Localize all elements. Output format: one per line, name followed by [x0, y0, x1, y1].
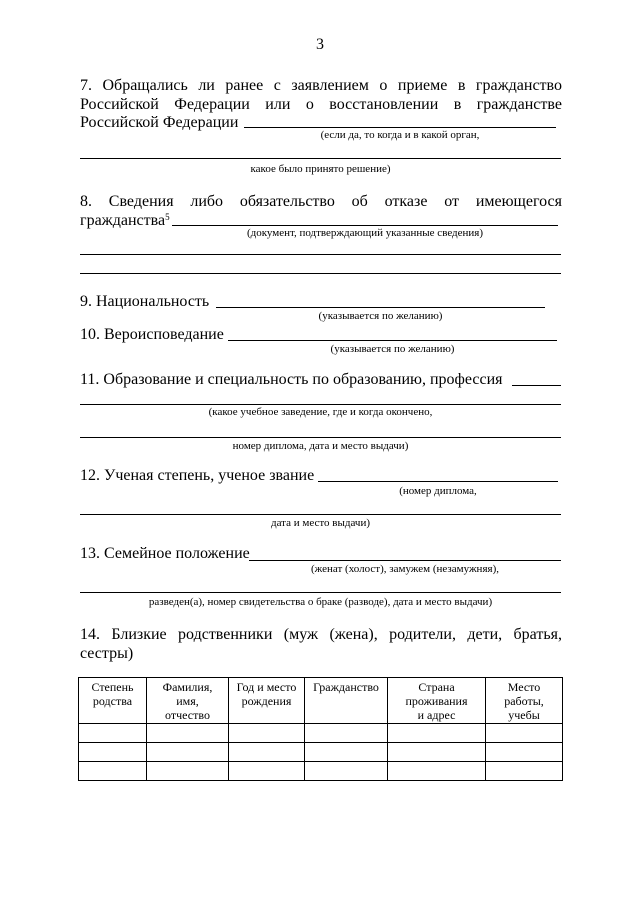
q7-word: Российской — [80, 96, 159, 113]
q8-answer-line-3[interactable] — [80, 273, 561, 274]
table-header-text: проживания — [405, 694, 468, 708]
q10-hint: (указывается по желанию) — [330, 343, 455, 355]
q7-word: Федерации — [174, 96, 250, 113]
relatives-table — [78, 677, 563, 781]
q8-answer-line-2[interactable] — [80, 254, 561, 255]
q13-answer-line-2[interactable] — [80, 592, 561, 593]
q8-answer-line-1[interactable] — [172, 225, 558, 226]
q7-word: 7. — [80, 77, 92, 94]
table-row — [79, 762, 563, 781]
table-cell[interactable] — [147, 724, 229, 743]
table-cell[interactable] — [305, 743, 388, 762]
table-cell[interactable] — [388, 743, 486, 762]
table-header-text: рождения — [241, 694, 292, 708]
q8-line1 — [80, 192, 562, 212]
footnote-mark: 5 — [165, 212, 170, 222]
page-number: 3 — [316, 36, 324, 53]
q14-word: Близкие — [111, 626, 167, 643]
table-header-text: Год и место — [236, 680, 297, 694]
table-cell[interactable] — [305, 724, 388, 743]
q8-word: либо — [190, 193, 224, 210]
q7-hint2: какое было принято решение) — [250, 163, 391, 175]
q12-hint1: (номер диплома, — [399, 485, 477, 497]
table-header-text: работы, — [504, 694, 544, 708]
q14-word: дети, — [467, 626, 503, 643]
q14-line1 — [80, 625, 562, 645]
q7-word: ранее — [225, 77, 264, 94]
q12-answer-line-2[interactable] — [80, 514, 561, 515]
q7-word: восстановлении — [329, 96, 439, 113]
q8-word: об — [351, 193, 368, 210]
table-cell[interactable] — [486, 724, 563, 743]
q7-word: гражданстве — [476, 96, 562, 113]
q8-word: имеющегося — [475, 193, 562, 210]
q7-word: в — [457, 77, 466, 94]
q7-word: приеме — [397, 77, 448, 94]
q10-label: 10. Вероисповедание — [80, 326, 224, 343]
table-header-text: и адрес — [417, 708, 456, 722]
q7-line3: Российской Федерации — [80, 114, 239, 131]
table-cell[interactable] — [147, 743, 229, 762]
q11-answer-line-3[interactable] — [80, 437, 561, 438]
q7-answer-line-1[interactable] — [244, 127, 556, 128]
q7-word: о — [379, 77, 388, 94]
table-header-text: родства — [92, 694, 133, 708]
table-cell[interactable] — [79, 762, 147, 781]
q9-label: 9. Национальность — [80, 293, 210, 310]
q9-hint: (указывается по желанию) — [318, 310, 443, 322]
q7-word: заявлением — [291, 77, 369, 94]
q14-line2: сестры) — [80, 645, 134, 662]
q13-hint1: (женат (холост), замужем (незамужняя), — [311, 563, 499, 575]
q8-word: Сведения — [108, 193, 174, 210]
q9-answer-line[interactable] — [216, 307, 545, 308]
q7-line1 — [80, 76, 562, 96]
table-header-cell — [388, 678, 486, 724]
q7-word: Обращались — [102, 77, 188, 94]
table-cell[interactable] — [229, 724, 305, 743]
q8-label: гражданства — [80, 212, 166, 229]
table-header-text: Фамилия, — [162, 680, 213, 694]
q13-answer-line-1[interactable] — [249, 560, 561, 561]
table-cell[interactable] — [388, 724, 486, 743]
q11-hint1: (какое учебное заведение, где и когда окончено, — [208, 406, 433, 418]
table-cell[interactable] — [147, 762, 229, 781]
table-header-cell — [79, 678, 147, 724]
q8-word: 8. — [80, 193, 92, 210]
q7-word: с — [273, 77, 281, 94]
q12-label: 12. Ученая степень, ученое звание — [80, 467, 315, 484]
table-header-text: Место — [507, 680, 541, 694]
table-row — [79, 724, 563, 743]
table-body[interactable] — [79, 724, 563, 781]
q7-word: гражданство — [475, 77, 562, 94]
q7-word: в — [453, 96, 462, 113]
table-header-row — [79, 678, 563, 724]
q14-word: братья, — [513, 626, 562, 643]
table-cell[interactable] — [486, 743, 563, 762]
table-cell[interactable] — [229, 743, 305, 762]
table-cell[interactable] — [486, 762, 563, 781]
q7-word: о — [305, 96, 314, 113]
table-cell[interactable] — [229, 762, 305, 781]
q7-word: ли — [198, 77, 215, 94]
table-cell[interactable] — [305, 762, 388, 781]
table-header-text: Степень — [91, 680, 134, 694]
table-header-text: Страна — [418, 680, 455, 694]
table-cell[interactable] — [79, 743, 147, 762]
q8-line2 — [80, 211, 170, 231]
q7-answer-line-2[interactable] — [80, 158, 561, 159]
q13-label: 13. Семейное положение — [80, 545, 250, 562]
q13-hint2: разведен(а), номер свидетельства о браке (разводе), дата и место выдачи) — [148, 596, 493, 608]
q8-word: отказе — [384, 193, 428, 210]
table-header-text: учебы — [508, 708, 540, 722]
table-row — [79, 743, 563, 762]
q12-hint2: дата и место выдачи) — [270, 517, 371, 529]
table-cell[interactable] — [388, 762, 486, 781]
table-header-cell — [486, 678, 563, 724]
q14-word: родственники — [178, 626, 273, 643]
table-header-text: Гражданство — [313, 680, 379, 694]
table-header-cell — [229, 678, 305, 724]
q8-word: обязательство — [239, 193, 335, 210]
table-header-text: отчество — [165, 708, 210, 722]
q14-word: (муж — [283, 626, 319, 643]
q14-word: родители, — [389, 626, 456, 643]
table-cell[interactable] — [79, 724, 147, 743]
q14-word: 14. — [80, 626, 100, 643]
q14-word: (жена), — [329, 626, 378, 643]
q11-answer-line-2[interactable] — [80, 404, 561, 405]
q10-answer-line[interactable] — [228, 340, 557, 341]
table-header-text: имя, — [176, 694, 199, 708]
table-header-cell — [305, 678, 388, 724]
q7-word: или — [265, 96, 291, 113]
q11-label: 11. Образование и специальность по образованию, профессия — [80, 371, 503, 388]
q8-hint: (документ, подтверждающий указанные сведения) — [246, 227, 484, 239]
q8-word: от — [444, 193, 460, 210]
table-header-cell — [147, 678, 229, 724]
q12-answer-line-1[interactable] — [318, 481, 558, 482]
q7-hint1: (если да, то когда и в какой орган, — [320, 129, 480, 141]
q7-line2 — [80, 95, 562, 115]
q11-answer-line-1[interactable] — [512, 385, 561, 386]
q11-hint2: номер диплома, дата и место выдачи) — [232, 440, 409, 452]
